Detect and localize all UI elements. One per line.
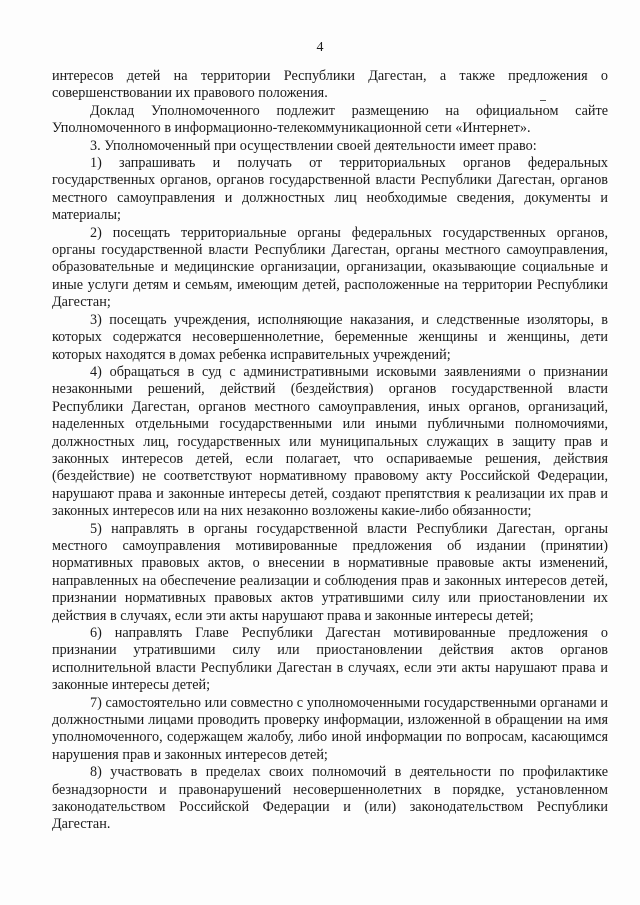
paragraph-right-7: 7) самостоятельно или совместно с уполномоченными государственными органами и должностными лицами проводить проверку информации, изложенной в обращении на имя уполномоченного, содержащем жалобу, либо иной информации по вопросам, касающимся нарушения прав и законных интересов детей; <box>52 694 608 763</box>
paragraph-report-publication: Доклад Уполномоченного подлежит размещению на официальном сайте Уполномоченного в информационно-телекоммуникационной сети «Интернет». <box>52 102 608 137</box>
paragraph-continuation: интересов детей на территории Республики Дагестан, а также предложения о совершенствовании их правового положения. <box>52 68 608 102</box>
paragraph-right-8: 8) участвовать в пределах своих полномочий в деятельности по профилактике безнадзорности и правонарушений несовершеннолетних в порядке, установленном законодательством Российской Федерации и (или) законодательством Республики Дагестан. <box>52 764 608 833</box>
document-body <box>52 68 608 834</box>
paragraph-right-2: 2) посещать территориальные органы федеральных государственных органов, органы государственной власти Республики Дагестан, органы местного самоуправления, образовательные и медицинские организации, организации, оказывающие социальные и иные услуги детям и семьям, имеющим детей, расположенные на территории Республики Дагестан; <box>52 224 608 311</box>
paragraph-right-3: 3) посещать учреждения, исполняющие наказания, и следственные изоляторы, в которых содержатся несовершеннолетние, беременные женщины и женщины, дети которых находятся в домах ребенка исправительных учреждений; <box>52 311 608 363</box>
paragraph-right-1: 1) запрашивать и получать от территориальных органов федеральных государственных органов, органов государственной власти Республики Дагестан, органов местного самоуправления и должностных лиц необходимые сведения, документы и материалы; <box>52 155 608 224</box>
paragraph-right-5: 5) направлять в органы государственной власти Республики Дагестан, органы местного самоуправления мотивированные предложения об издании (принятии) нормативных правовых актов, о внесении в нормативные правовые акты изменений, направленных на обеспечение реализации и соблюдения прав и законных интересов детей, признании нормативных правовых актов утратившими силу или приостановлении их действия в случаях, если эти акты нарушают права и законные интересы детей; <box>52 520 608 624</box>
paragraph-right-6: 6) направлять Главе Республики Дагестан мотивированные предложения о признании утратившими силу или приостановлении действия актов органов исполнительной власти Республики Дагестан в случаях, если эти акты нарушают права и законные интересы детей; <box>52 625 608 694</box>
paragraph-right-4: 4) обращаться в суд с административными исковыми заявлениями о признании незаконными решений, действий (бездействия) органов государственной власти Республики Дагестан, органов местного самоуправления, иных органов, организаций, наделенных отдельными государственными или иными публичными полномочиями, должностных лиц, государственных или муниципальных служащих в защиту прав и законных интересов детей, если полагает, что оспариваемые решения, действия (бездействие) не соответствуют нормативному правовому акту Российской Федерации, нарушают права и законные интересы детей, создают препятствия к реализации их прав и законных интересов или на них незаконно возложены какие-либо обязанности; <box>52 363 608 520</box>
page-number: 4 <box>316 40 324 55</box>
paragraph-rights-heading: 3. Уполномоченный при осуществлении своей деятельности имеет право: <box>90 137 537 154</box>
